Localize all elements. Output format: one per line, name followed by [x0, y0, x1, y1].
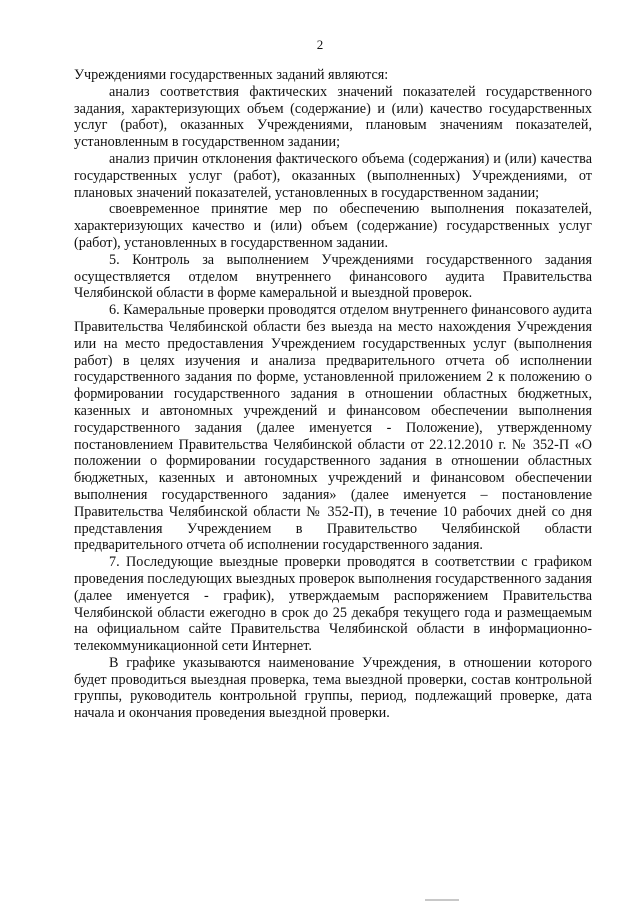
- paragraph-item-5: 5. Контроль за выполнением Учреждениями государственного задания осуществляется отделом внутреннего финансового аудита Правительства Челябинской области в форме камеральной и выездной проверок.: [74, 251, 592, 302]
- scan-artifact-line: [425, 899, 459, 901]
- page-number: 2: [316, 37, 324, 52]
- paragraph-schedule-contents: В графике указываются наименование Учреждения, в отношении которого будет проводиться выездная проверка, тема выездной проверки, состав контрольной группы, руководитель контрольной группы, период, подлежащий проверке, дата начала и окончания проведения выездной проверки.: [74, 654, 592, 722]
- paragraph-item-7: 7. Последующие выездные проверки проводятся в соответствии с графиком проведения последующих выездных проверок выполнения государственного задания (далее именуется - график), утверждаемым распоряжением Правительства Челябинской области ежегодно в срок до 25 декабря текущего года и размещаемым на официальном сайте Правительства Челябинской области в информационно-телекоммуникационной сети Интернет.: [74, 554, 592, 655]
- paragraph-analysis-deviation: анализ причин отклонения фактического объема (содержания) и (или) качества государственных услуг (работ), оказанных (выполненных) Учреждениями, от плановых значений показателей, установленных в государственном задании;: [74, 150, 592, 201]
- paragraph-analysis-compliance: анализ соответствия фактических значений показателей государственного задания, характеризующих объем (содержание) и (или) качество государственных услуг (работ), оказанных Учреждениями, плановым значениям показателей, установленным в государственном задании;: [74, 83, 592, 151]
- document-body: [74, 67, 592, 722]
- paragraph-timely-measures: своевременное принятие мер по обеспечению выполнения показателей, характеризующих качество и (или) объем (содержание) государственных услуг (работ), установленных в государственном задании.: [74, 201, 592, 251]
- paragraph-intro-continuation: Учреждениями государственных заданий являются:: [74, 67, 389, 83]
- paragraph-item-6: 6. Камеральные проверки проводятся отделом внутреннего финансового аудита Правительства Челябинской области без выезда на место нахождения Учреждения или на место предоставления Учреждением государственных услуг (выполнения работ) в целях изучения и анализа предварительного отчета об исполнении государственного задания по форме, установленной приложением 2 к положению о формировании государственного задания в отношении областных бюджетных, казенных и автономных учреждений и финансовом обеспечении выполнения государственного задания (далее именуется - Положение), утвержденному постановлением Правительства Челябинской области от 22.12.2010 г. № 352-П «О положении о формировании государственного задания в отношении областных бюджетных, казенных и автономных учреждений и финансовом обеспечении выполнения государственного задания» (далее именуется – постановление Правительства Челябинской области № 352-П), в течение 10 рабочих дней со дня представления Учреждением в Правительство Челябинской области предварительного отчета об исполнении государственного задания.: [74, 302, 592, 554]
